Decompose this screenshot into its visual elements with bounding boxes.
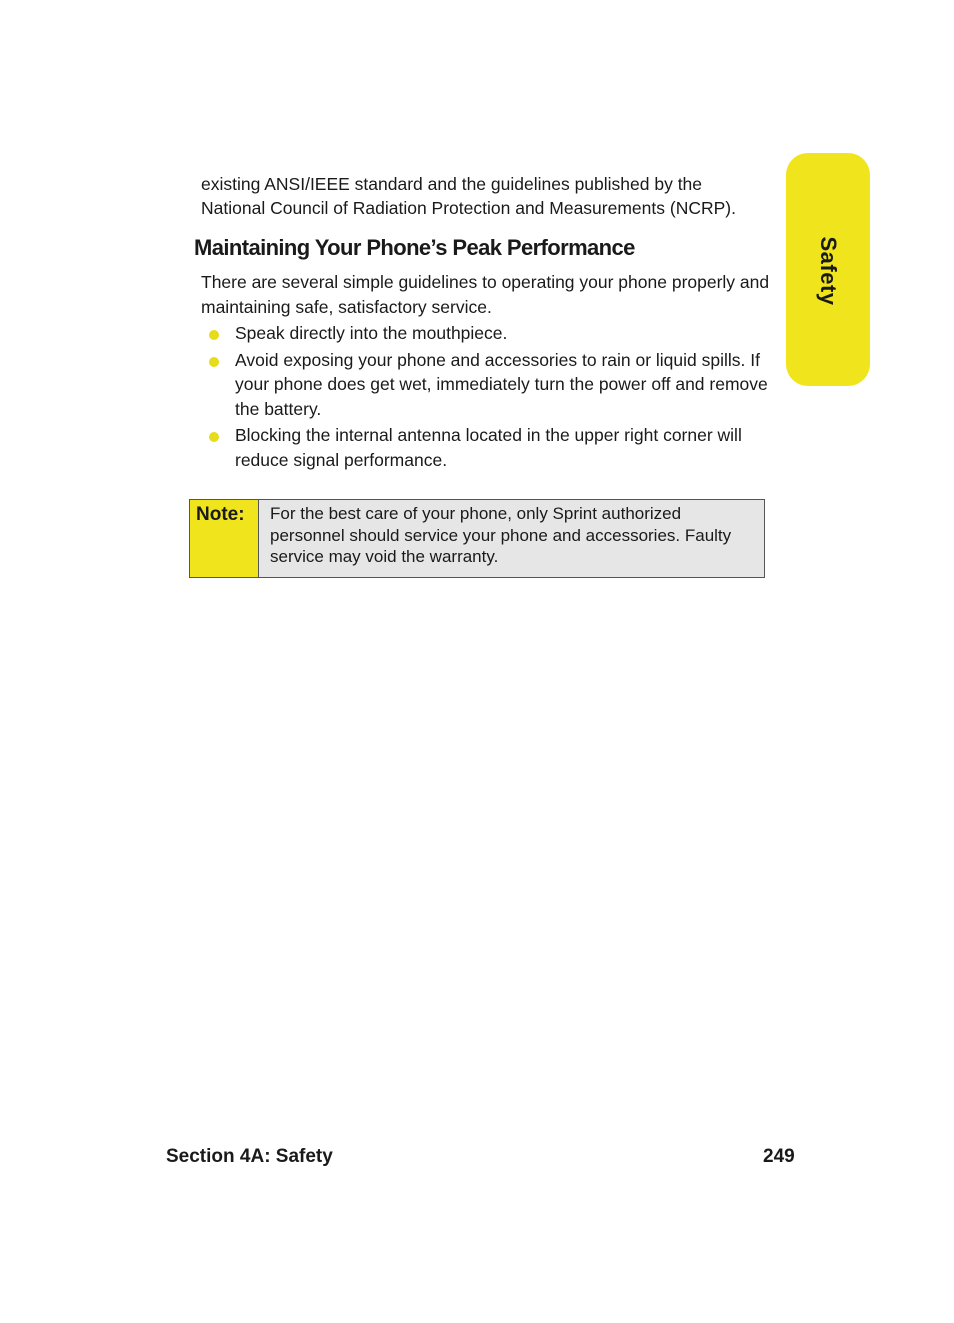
guidelines-list: [201, 321, 779, 474]
bullet-dot-icon: [209, 432, 219, 442]
note-text: For the best care of your phone, only Sprint authorized personnel should service your phone and accessories. Faulty service may void the warranty.: [270, 504, 732, 566]
note-box: [189, 499, 765, 578]
section-heading: Maintaining Your Phone’s Peak Performance: [194, 235, 635, 260]
list-item-text: Avoid exposing your phone and accessories to rain or liquid spills. If your phone does get wet, immediately turn the power off and remove the battery.: [235, 349, 768, 419]
footer-page-number: 249: [763, 1146, 795, 1167]
footer-section-label: Section 4A: Safety: [166, 1146, 333, 1167]
list-item: [201, 348, 779, 422]
intro-paragraph: [201, 172, 776, 220]
intro-line-2: National Council of Radiation Protection and Measurements (NCRP).: [201, 198, 736, 218]
list-item-text: Speak directly into the mouthpiece.: [235, 323, 508, 343]
side-tab-label: Safety: [816, 236, 841, 306]
bullet-dot-icon: [209, 357, 219, 367]
lead-paragraph: There are several simple guidelines to operating your phone properly and maintaining safe, satisfactory service.: [201, 272, 770, 317]
note-label: Note:: [190, 500, 259, 577]
list-item: [201, 321, 779, 346]
section-side-tab: [786, 153, 870, 386]
bullet-dot-icon: [209, 330, 219, 340]
intro-line-1: existing ANSI/IEEE standard and the guidelines published by the: [201, 174, 703, 194]
list-item: [201, 423, 779, 472]
list-item-text: Blocking the internal antenna located in the upper right corner will reduce signal performance.: [235, 425, 742, 470]
